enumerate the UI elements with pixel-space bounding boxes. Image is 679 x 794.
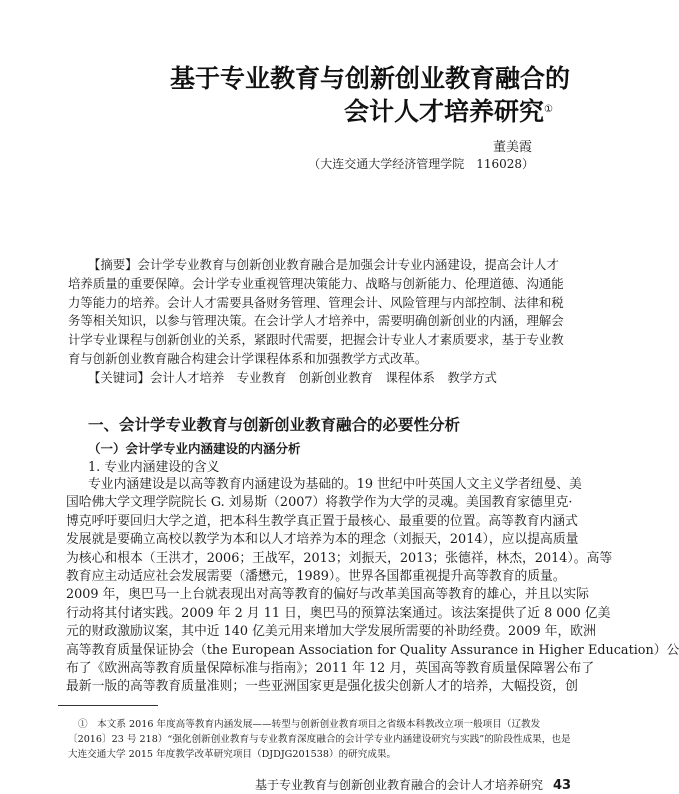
abstract-line: 力等能力的培养。会计人才需要具备财务管理、管理会计、风险管理与内部控制、法律和税 xyxy=(68,295,564,310)
title-line-2 xyxy=(344,97,553,127)
section-heading: 一、会计学专业教育与创新创业教育融合的必要性分析 xyxy=(88,416,461,434)
author-affiliation: （大连交通大学经济管理学院 116028） xyxy=(308,157,534,171)
page-number: 43 xyxy=(553,778,572,793)
subsubsection-heading: 1. 专业内涵建设的含义 xyxy=(88,460,220,475)
running-title: 基于专业教育与创新创业教育融合的会计人才培养研究 xyxy=(255,778,544,792)
footnote-line: ① 本文系 2016 年度高等教育内涵发展——转型与创新创业教育项目之省级本科教改立项一般项目（辽教发 xyxy=(78,719,541,730)
abstract-line: 培养质量的重要保障。会计学专业重视管理决策能力、战略与创新能力、伦理道德、沟通能 xyxy=(68,276,564,291)
body-line: 2009 年，奥巴马一上台就表现出对高等教育的偏好与改革美国高等教育的雄心，并且以实际 xyxy=(66,587,589,602)
subsection-heading: （一）会计学专业内涵建设的内涵分析 xyxy=(88,441,301,456)
footnote-line: 〔2016〕23 号 218）“强化创新创业教育与专业教育深度融合的会计学专业内涵建设研究与实践”的阶段性成果，也是 xyxy=(68,734,571,745)
page-footer xyxy=(255,777,571,794)
title-line-1: 基于专业教育与创新创业教育融合的 xyxy=(170,64,571,93)
body-line: 教育应主动适应社会发展需要（潘懋元，1989）。世界各国都重视提升高等教育的质量。 xyxy=(66,569,566,584)
body-line: 博克呼吁要回归大学之道，把本科生教学真正置于最核心、最重要的位置。高等教育内涵式 xyxy=(66,514,578,529)
body-line: 国哈佛大学文理学院院长 G. 刘易斯（2007）将教学作为大学的灵魂。美国教育家德里克· xyxy=(66,495,573,510)
abstract-line: 育与创新创业教育融合构建会计学课程体系和加强教学方式改革。 xyxy=(68,351,428,366)
footnote-divider xyxy=(58,705,158,706)
title-footnote-mark[interactable]: ① xyxy=(544,104,553,115)
keywords: 【关键词】会计人才培养 专业教育 创新创业教育 课程体系 教学方式 xyxy=(88,370,497,385)
body-line: 布了《欧洲高等教育质量保障标准与指南》；2011 年 12 月，英国高等教育质量保障署公布了 xyxy=(66,661,595,676)
body-line: 为核心和根本（王洪才，2006；王战军，2013；刘振天，2013；张德祥，林杰，2014）。高等 xyxy=(66,551,613,566)
author-name: 董美霞 xyxy=(492,140,532,155)
body-line: 高等教育质量保证协会（the European Association for Quality Assurance in Higher Education）公 xyxy=(66,643,679,658)
body-line: 行动将其付诸实践。2009 年 2 月 11 日，奥巴马的预算法案通过。该法案提供了近 8 000 亿美 xyxy=(66,606,611,621)
body-line: 发展就是要确立高校以教学为本和以人才培养为本的理念（刘振天，2014），应以提高质量 xyxy=(66,532,579,547)
body-line: 专业内涵建设是以高等教育内涵建设为基础的。19 世纪中叶英国人文主义学者纽曼、美 xyxy=(88,477,582,492)
body-line: 元的财政激励议案，其中近 140 亿美元用来增加大学发展所需要的补助经费。2009 年，欧洲 xyxy=(66,624,596,639)
body-line: 最新一版的高等教育质量准则；一些亚洲国家更是强化拔尖创新人才的培养，大幅投资，创 xyxy=(66,679,578,694)
abstract-line: 【摘要】会计学专业教育与创新创业教育融合是加强会计专业内涵建设，提高会计人才 xyxy=(88,257,559,272)
title-line-2-text: 会计人才培养研究 xyxy=(344,97,545,126)
abstract-line: 务等相关知识，以参与管理决策。在会计学人才培养中，需要明确创新创业的内涵，理解会 xyxy=(68,313,564,328)
abstract-line: 计学专业课程与创新创业的关系，紧跟时代需要，把握会计专业人才素质要求，基于专业教 xyxy=(68,332,564,347)
footnote-line: 大连交通大学 2015 年度教学改革研究项目（DJDJG201538）的研究成果。 xyxy=(68,749,397,760)
